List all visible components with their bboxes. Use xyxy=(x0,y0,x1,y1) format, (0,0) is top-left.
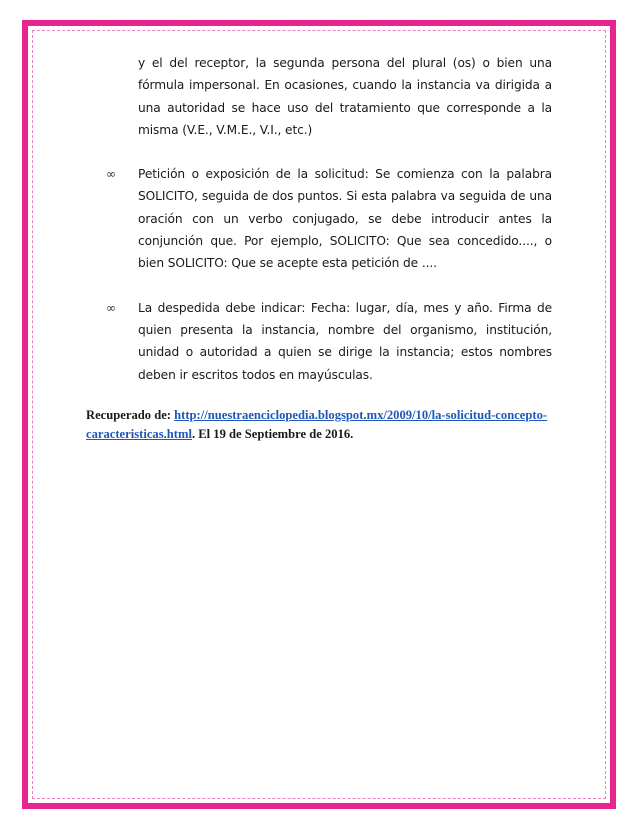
bullet-item-despedida xyxy=(86,297,552,386)
document-body xyxy=(86,52,552,456)
reference-link[interactable]: http://nuestraenciclopedia.blogspot.mx/2009/10/la-solicitud-concepto-caracteristicas.html xyxy=(86,407,548,441)
bullet-text-peticion: Petición o exposición de la solicitud: Se comienza con la palabra SOLICITO, seguida de dos puntos. Si esta palabra va seguida de una oración con un verbo conjugado, se debe introducir antes la conjunción que. Por ejemplo, SOLICITO: Que sea concedido...., o bien SOLICITO: Que se acepte esta petición de .... xyxy=(138,167,552,271)
bullet-text-despedida: La despedida debe indicar: Fecha: lugar, día, mes y año. Firma de quien presenta la instancia, nombre del organismo, institución, unidad o autoridad a quien se dirige la instancia; estos nombres deben ir escritos todos en mayúsculas. xyxy=(138,300,552,382)
bullet-item-peticion xyxy=(86,163,552,274)
reference-citation xyxy=(86,406,552,444)
intro-paragraph: y el del receptor, la segunda persona del plural (os) o bien una fórmula impersonal. En ocasiones, cuando la instancia va dirigida a una autoridad se hace uso del tratamiento que corresponde a la misma (V.E., V.M.E., V.I., etc.) xyxy=(138,56,552,137)
infinity-bullet-icon: ∞ xyxy=(106,167,116,182)
reference-prefix: Recuperado de: xyxy=(86,407,175,422)
reference-suffix: . El 19 de Septiembre de 2016. xyxy=(191,426,354,441)
infinity-bullet-icon: ∞ xyxy=(106,300,116,315)
